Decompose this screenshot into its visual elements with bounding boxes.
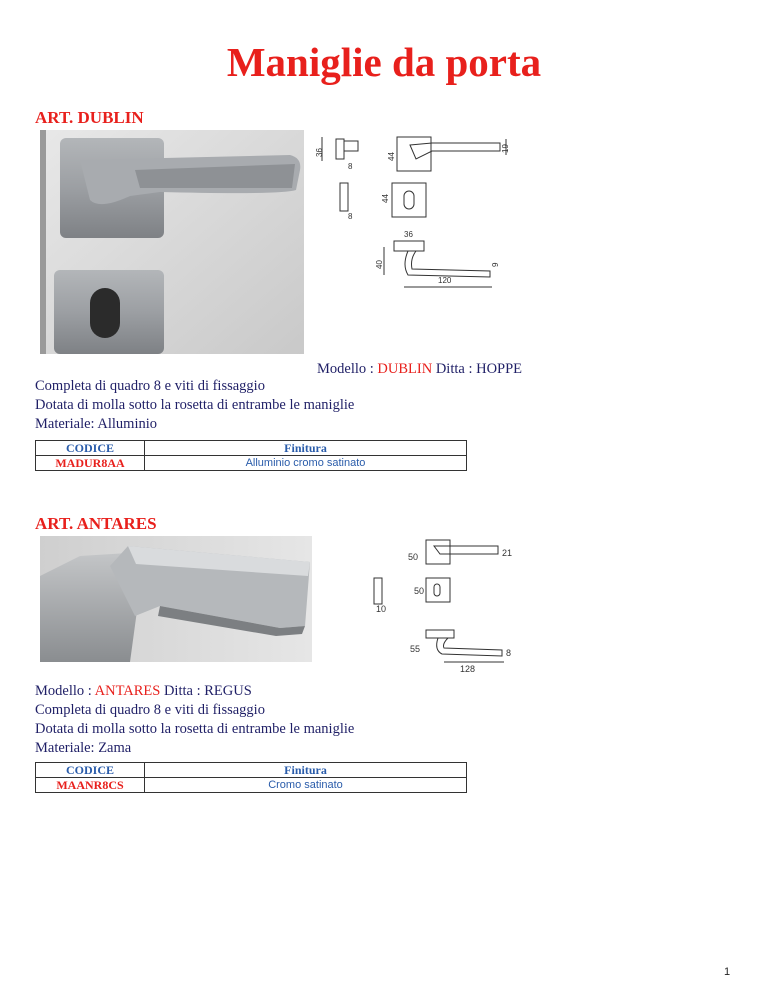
- dim-label: 8: [348, 162, 353, 171]
- dim-label: 21: [502, 548, 513, 558]
- dublin-description: [35, 377, 354, 434]
- dim-label: 128: [460, 664, 476, 674]
- antares-model-line: [35, 682, 354, 701]
- product-finish: Cromo satinato: [145, 778, 467, 793]
- description-line: Dotata di molla sotto la rosetta di entrambe le maniglie: [35, 397, 355, 413]
- model-name: ANTARES: [94, 683, 161, 699]
- description-line: Completa di quadro 8 e viti di fissaggio: [35, 702, 265, 718]
- description-line: Materiale: Alluminio: [35, 416, 158, 432]
- maker: Ditta : REGUS: [160, 683, 252, 699]
- dim-label: 8: [506, 648, 512, 658]
- dim-label: 8: [348, 212, 353, 221]
- product-finish: Alluminio cromo satinato: [145, 456, 467, 471]
- page-title: Maniglie da porta: [226, 39, 542, 85]
- description-line: Dotata di molla sotto la rosetta di entrambe le maniglie: [35, 721, 355, 737]
- dublin-code-table: [35, 440, 467, 471]
- description-line: Completa di quadro 8 e viti di fissaggio: [35, 378, 265, 394]
- maker: Ditta : HOPPE: [432, 361, 523, 377]
- dim-label: 40: [375, 260, 384, 269]
- col-finish-header: Finitura: [145, 763, 467, 778]
- dim-label: 44: [381, 194, 390, 203]
- col-finish-header: Finitura: [145, 441, 467, 456]
- dublin-handle-photo: [40, 130, 304, 354]
- dublin-technical-drawing: [312, 125, 512, 295]
- product-code: MADUR8AA: [36, 456, 145, 471]
- model-prefix: Modello :: [35, 683, 95, 699]
- antares-code-table: [35, 762, 467, 793]
- dim-label: 44: [387, 152, 396, 161]
- col-code-header: CODICE: [36, 441, 145, 456]
- dim-label: 36: [315, 148, 324, 157]
- dim-label: 9: [491, 262, 500, 267]
- antares-technical-drawing: [364, 528, 534, 674]
- dim-label: 120: [438, 276, 452, 285]
- page-number: 1: [724, 966, 731, 978]
- product-code: MAANR8CS: [36, 778, 145, 793]
- dim-label: 10: [376, 604, 387, 614]
- dim-label: 55: [410, 644, 421, 654]
- col-code-header: CODICE: [36, 763, 145, 778]
- article-heading-dublin: ART. DUBLIN: [35, 108, 144, 127]
- dim-label: 36: [404, 230, 413, 239]
- article-heading-antares: ART. ANTARES: [35, 514, 157, 533]
- antares-description: [35, 682, 354, 758]
- dim-label: 50: [414, 586, 425, 596]
- description-line: Materiale: Zama: [35, 740, 132, 756]
- model-prefix: Modello :: [317, 361, 378, 377]
- antares-handle-photo: [40, 536, 312, 662]
- dim-label: 19: [501, 144, 510, 153]
- dim-label: 50: [408, 552, 419, 562]
- model-name: DUBLIN: [377, 361, 433, 377]
